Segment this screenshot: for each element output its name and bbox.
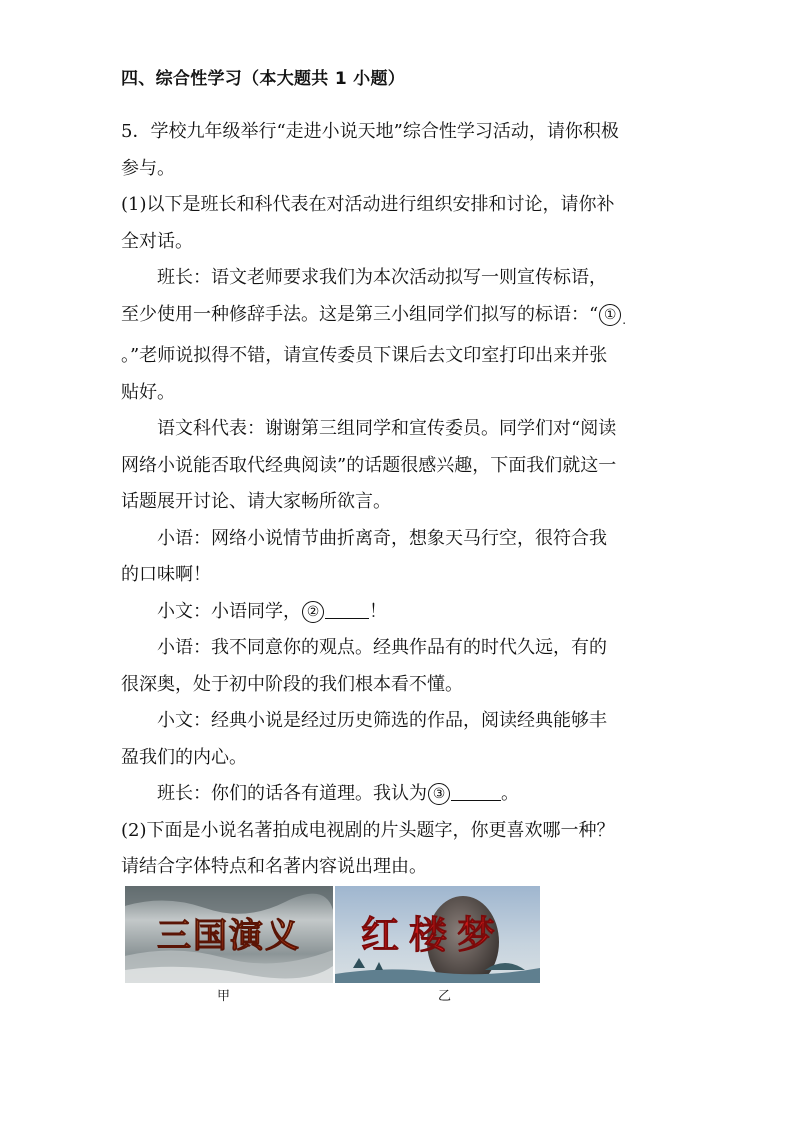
- rep-speech: 语文科代表：谢谢第三组同学和宣传委员。同学们对“阅读: [157, 418, 617, 439]
- blank-marker-1: ①: [599, 304, 621, 326]
- xiaoyu-speech-cont: 的口味啊！: [121, 564, 211, 585]
- intro-line: 5．学校九年级举行“走进小说天地”综合性学习活动，请你积极: [121, 121, 619, 142]
- monitor-speech-cont: 。”老师说拟得不错，请宣传委员下课后去文印室打印出来并张: [121, 345, 608, 366]
- rep-speech-cont: 话题展开讨论、请大家畅所欲言。: [121, 491, 391, 512]
- monitor-speech-cont: 贴好。: [121, 381, 175, 403]
- figure-honglou: [335, 886, 540, 983]
- honglou-title-art: 红楼梦: [360, 912, 506, 957]
- sanguo-title-image: [125, 886, 333, 983]
- xiaowen-speech-cont: 盈我们的内心。: [121, 746, 247, 768]
- blank-marker-2: ②: [302, 601, 324, 623]
- figure-caption-b: 乙: [438, 989, 452, 1004]
- xiaowen-speech-end: ！: [369, 600, 387, 622]
- part2-line: (2)下面是小说名著拍成电视剧的片头题字，你更喜欢哪一种？: [121, 819, 615, 841]
- blank-marker-3: ③: [428, 783, 450, 805]
- part1-line: (1)以下是班长和科代表在对活动进行组织安排和讨论，请你补: [121, 194, 615, 215]
- answer-blank-2[interactable]: [325, 598, 369, 619]
- intro-line: 参与。: [121, 157, 175, 179]
- part1-line: 全对话。: [121, 230, 193, 252]
- section-title: 四、综合性学习（本大题共 1 小题）: [121, 69, 406, 89]
- figure-sanguo: [125, 886, 333, 983]
- answer-blank-3[interactable]: [451, 780, 501, 801]
- title-figures: [125, 886, 541, 1004]
- monitor-speech: [121, 776, 681, 813]
- monitor-speech-text: 班长：你们的话各有道理。我认为: [157, 783, 427, 804]
- monitor-speech-text: 至少使用一种修辞手法。这是第三小组同学们拟写的标语：“: [121, 303, 599, 325]
- xiaowen-speech: 小文：经典小说是经过历史筛选的作品，阅读经典能够丰: [157, 710, 607, 731]
- honglou-title-image: [335, 886, 540, 983]
- sanguo-title-art: 三国演义: [157, 916, 301, 956]
- rep-speech-cont: 网络小说能否取代经典阅读”的话题很感兴趣，下面我们就这一: [121, 454, 617, 476]
- monitor-speech: 班长：语文老师要求我们为本次活动拟写一则宣传标语，: [157, 267, 607, 288]
- xiaowen-speech-text: 小文：小语同学，: [157, 600, 301, 622]
- question-content: [121, 114, 681, 886]
- xiaoyu-speech: 小语：网络小说情节曲折离奇，想象天马行空，很符合我: [157, 527, 607, 549]
- monitor-speech-cont: [121, 297, 681, 339]
- emphasis-dot: .: [622, 312, 627, 327]
- figure-caption-a: 甲: [217, 989, 231, 1004]
- part2-line: 请结合字体特点和名著内容说出理由。: [121, 856, 427, 877]
- xiaowen-speech: [121, 594, 681, 631]
- xiaoyu-speech-cont: 很深奥，处于初中阶段的我们根本看不懂。: [121, 673, 463, 695]
- monitor-speech-end: 。: [501, 783, 519, 804]
- xiaoyu-speech: 小语：我不同意你的观点。经典作品有的时代久远，有的: [157, 637, 607, 658]
